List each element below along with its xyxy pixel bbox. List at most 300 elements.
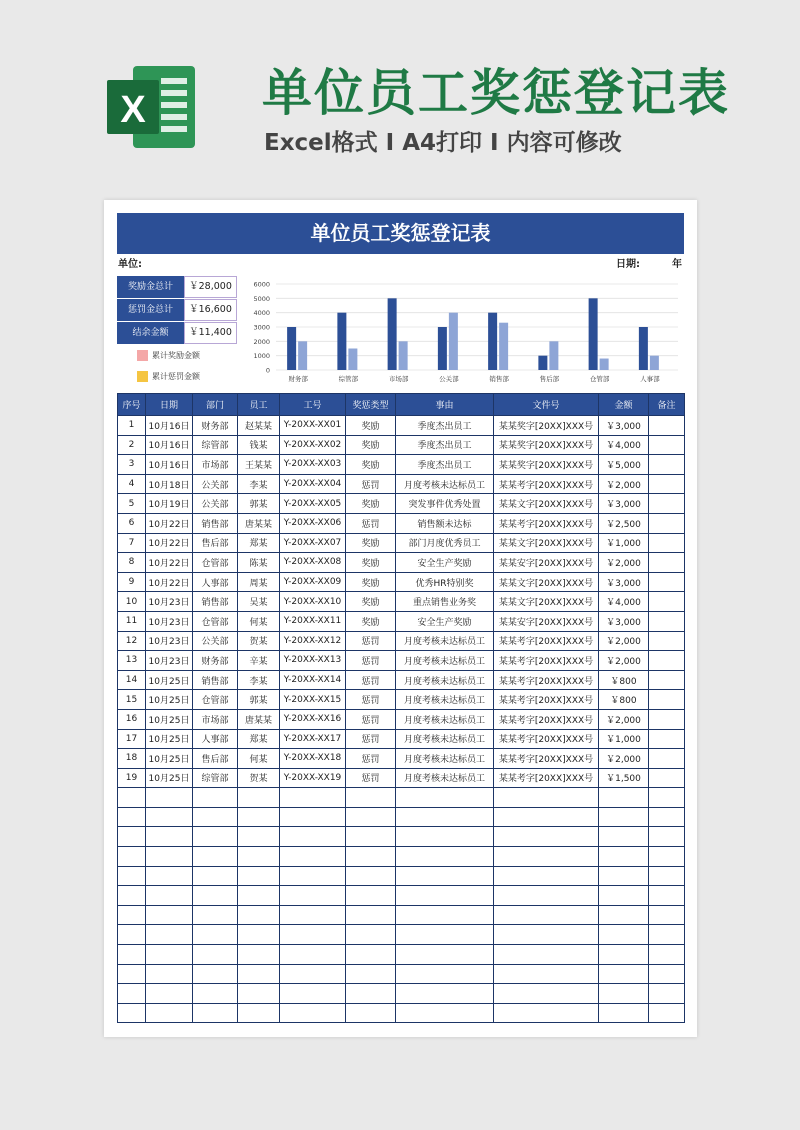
- cell-type[interactable]: 惩罚: [346, 651, 396, 671]
- cell-remarks[interactable]: [649, 513, 685, 533]
- cell-employee-id[interactable]: Y-20XX-XX06: [280, 513, 346, 533]
- empty-cell[interactable]: [649, 964, 685, 984]
- cell-department[interactable]: 销售部: [193, 513, 238, 533]
- cell-amount[interactable]: ￥5,000: [599, 455, 649, 475]
- empty-cell[interactable]: [280, 886, 346, 906]
- cell-amount[interactable]: ￥2,000: [599, 709, 649, 729]
- empty-cell[interactable]: [118, 964, 146, 984]
- empty-cell[interactable]: [118, 866, 146, 886]
- empty-cell[interactable]: [649, 788, 685, 808]
- cell-index[interactable]: 16: [118, 709, 146, 729]
- cell-reason[interactable]: 月度考核未达标员工: [396, 749, 494, 769]
- empty-cell[interactable]: [494, 1003, 599, 1023]
- empty-cell[interactable]: [396, 964, 494, 984]
- cell-amount[interactable]: ￥2,000: [599, 631, 649, 651]
- empty-cell[interactable]: [280, 984, 346, 1004]
- cell-remarks[interactable]: [649, 631, 685, 651]
- cell-document-no[interactable]: 某某文字[20XX]XXX号: [494, 572, 599, 592]
- cell-department[interactable]: 公关部: [193, 474, 238, 494]
- empty-cell[interactable]: [599, 925, 649, 945]
- cell-amount[interactable]: ￥1,000: [599, 729, 649, 749]
- cell-type[interactable]: 惩罚: [346, 709, 396, 729]
- cell-employee[interactable]: 吴某: [238, 592, 280, 612]
- cell-employee[interactable]: 赵某某: [238, 416, 280, 436]
- cell-date[interactable]: 10月23日: [146, 611, 193, 631]
- cell-document-no[interactable]: 某某考字[20XX]XXX号: [494, 749, 599, 769]
- empty-cell[interactable]: [396, 945, 494, 965]
- cell-employee[interactable]: 贺某: [238, 768, 280, 788]
- cell-amount[interactable]: ￥800: [599, 690, 649, 710]
- cell-index[interactable]: 14: [118, 670, 146, 690]
- cell-reason[interactable]: 季度杰出员工: [396, 416, 494, 436]
- cell-type[interactable]: 奖励: [346, 553, 396, 573]
- cell-employee[interactable]: 唐某某: [238, 513, 280, 533]
- empty-cell[interactable]: [193, 925, 238, 945]
- cell-reason[interactable]: 销售额未达标: [396, 513, 494, 533]
- cell-remarks[interactable]: [649, 611, 685, 631]
- cell-document-no[interactable]: 某某奖字[20XX]XXX号: [494, 435, 599, 455]
- empty-cell[interactable]: [193, 886, 238, 906]
- cell-index[interactable]: 12: [118, 631, 146, 651]
- empty-cell[interactable]: [494, 925, 599, 945]
- empty-cell[interactable]: [494, 827, 599, 847]
- empty-cell[interactable]: [396, 788, 494, 808]
- empty-cell[interactable]: [146, 788, 193, 808]
- cell-employee[interactable]: 郭某: [238, 494, 280, 514]
- cell-employee[interactable]: 何某: [238, 749, 280, 769]
- cell-type[interactable]: 惩罚: [346, 729, 396, 749]
- cell-department[interactable]: 市场部: [193, 709, 238, 729]
- cell-document-no[interactable]: 某某安字[20XX]XXX号: [494, 553, 599, 573]
- cell-document-no[interactable]: 某某考字[20XX]XXX号: [494, 690, 599, 710]
- empty-cell[interactable]: [396, 827, 494, 847]
- cell-date[interactable]: 10月25日: [146, 749, 193, 769]
- empty-cell[interactable]: [238, 984, 280, 1004]
- cell-employee-id[interactable]: Y-20XX-XX12: [280, 631, 346, 651]
- cell-date[interactable]: 10月25日: [146, 709, 193, 729]
- empty-cell[interactable]: [494, 788, 599, 808]
- empty-cell[interactable]: [238, 905, 280, 925]
- empty-cell[interactable]: [118, 905, 146, 925]
- empty-cell[interactable]: [649, 827, 685, 847]
- cell-date[interactable]: 10月25日: [146, 729, 193, 749]
- cell-document-no[interactable]: 某某考字[20XX]XXX号: [494, 670, 599, 690]
- cell-employee-id[interactable]: Y-20XX-XX07: [280, 533, 346, 553]
- empty-cell[interactable]: [599, 807, 649, 827]
- cell-reason[interactable]: 季度杰出员工: [396, 455, 494, 475]
- cell-type[interactable]: 惩罚: [346, 690, 396, 710]
- cell-reason[interactable]: 突发事件优秀处置: [396, 494, 494, 514]
- cell-employee-id[interactable]: Y-20XX-XX18: [280, 749, 346, 769]
- cell-document-no[interactable]: 某某考字[20XX]XXX号: [494, 651, 599, 671]
- empty-cell[interactable]: [118, 847, 146, 867]
- empty-cell[interactable]: [599, 827, 649, 847]
- empty-cell[interactable]: [649, 905, 685, 925]
- empty-cell[interactable]: [146, 984, 193, 1004]
- cell-remarks[interactable]: [649, 729, 685, 749]
- empty-cell[interactable]: [238, 964, 280, 984]
- empty-cell[interactable]: [146, 905, 193, 925]
- cell-employee-id[interactable]: Y-20XX-XX17: [280, 729, 346, 749]
- cell-employee[interactable]: 郑某: [238, 729, 280, 749]
- cell-reason[interactable]: 月度考核未达标员工: [396, 474, 494, 494]
- empty-cell[interactable]: [649, 1003, 685, 1023]
- empty-cell[interactable]: [118, 807, 146, 827]
- empty-cell[interactable]: [238, 807, 280, 827]
- cell-index[interactable]: 11: [118, 611, 146, 631]
- empty-cell[interactable]: [238, 847, 280, 867]
- cell-date[interactable]: 10月25日: [146, 670, 193, 690]
- cell-index[interactable]: 13: [118, 651, 146, 671]
- cell-employee-id[interactable]: Y-20XX-XX01: [280, 416, 346, 436]
- cell-reason[interactable]: 月度考核未达标员工: [396, 768, 494, 788]
- cell-type[interactable]: 奖励: [346, 572, 396, 592]
- cell-document-no[interactable]: 某某考字[20XX]XXX号: [494, 513, 599, 533]
- cell-employee[interactable]: 郭某: [238, 690, 280, 710]
- empty-cell[interactable]: [649, 925, 685, 945]
- cell-employee-id[interactable]: Y-20XX-XX13: [280, 651, 346, 671]
- cell-type[interactable]: 奖励: [346, 435, 396, 455]
- empty-cell[interactable]: [280, 964, 346, 984]
- cell-employee-id[interactable]: Y-20XX-XX02: [280, 435, 346, 455]
- empty-cell[interactable]: [280, 945, 346, 965]
- cell-department[interactable]: 公关部: [193, 494, 238, 514]
- cell-index[interactable]: 18: [118, 749, 146, 769]
- cell-date[interactable]: 10月16日: [146, 416, 193, 436]
- empty-cell[interactable]: [193, 984, 238, 1004]
- empty-cell[interactable]: [599, 866, 649, 886]
- empty-cell[interactable]: [238, 788, 280, 808]
- empty-cell[interactable]: [280, 1003, 346, 1023]
- empty-cell[interactable]: [346, 1003, 396, 1023]
- empty-cell[interactable]: [146, 847, 193, 867]
- empty-cell[interactable]: [238, 886, 280, 906]
- cell-department[interactable]: 综管部: [193, 435, 238, 455]
- empty-cell[interactable]: [346, 788, 396, 808]
- cell-date[interactable]: 10月22日: [146, 513, 193, 533]
- cell-type[interactable]: 奖励: [346, 416, 396, 436]
- empty-cell[interactable]: [396, 847, 494, 867]
- cell-department[interactable]: 售后部: [193, 533, 238, 553]
- cell-amount[interactable]: ￥2,000: [599, 651, 649, 671]
- cell-employee[interactable]: 贺某: [238, 631, 280, 651]
- empty-cell[interactable]: [346, 945, 396, 965]
- empty-cell[interactable]: [146, 1003, 193, 1023]
- cell-type[interactable]: 奖励: [346, 494, 396, 514]
- empty-cell[interactable]: [649, 945, 685, 965]
- cell-employee[interactable]: 李某: [238, 474, 280, 494]
- cell-document-no[interactable]: 某某文字[20XX]XXX号: [494, 494, 599, 514]
- empty-cell[interactable]: [346, 807, 396, 827]
- cell-amount[interactable]: ￥1,000: [599, 533, 649, 553]
- empty-cell[interactable]: [238, 945, 280, 965]
- cell-remarks[interactable]: [649, 670, 685, 690]
- empty-cell[interactable]: [599, 1003, 649, 1023]
- cell-amount[interactable]: ￥3,000: [599, 611, 649, 631]
- cell-remarks[interactable]: [649, 768, 685, 788]
- cell-remarks[interactable]: [649, 749, 685, 769]
- cell-employee-id[interactable]: Y-20XX-XX05: [280, 494, 346, 514]
- cell-department[interactable]: 财务部: [193, 416, 238, 436]
- empty-cell[interactable]: [118, 984, 146, 1004]
- empty-cell[interactable]: [599, 945, 649, 965]
- cell-reason[interactable]: 安全生产奖励: [396, 553, 494, 573]
- cell-remarks[interactable]: [649, 572, 685, 592]
- cell-amount[interactable]: ￥4,000: [599, 435, 649, 455]
- empty-cell[interactable]: [146, 886, 193, 906]
- cell-date[interactable]: 10月23日: [146, 592, 193, 612]
- cell-document-no[interactable]: 某某奖字[20XX]XXX号: [494, 455, 599, 475]
- empty-cell[interactable]: [346, 964, 396, 984]
- cell-department[interactable]: 财务部: [193, 651, 238, 671]
- cell-employee[interactable]: 周某: [238, 572, 280, 592]
- cell-employee[interactable]: 陈某: [238, 553, 280, 573]
- empty-cell[interactable]: [396, 886, 494, 906]
- empty-cell[interactable]: [599, 984, 649, 1004]
- empty-cell[interactable]: [346, 886, 396, 906]
- empty-cell[interactable]: [193, 964, 238, 984]
- cell-index[interactable]: 8: [118, 553, 146, 573]
- empty-cell[interactable]: [396, 807, 494, 827]
- cell-remarks[interactable]: [649, 709, 685, 729]
- empty-cell[interactable]: [146, 807, 193, 827]
- cell-type[interactable]: 惩罚: [346, 768, 396, 788]
- empty-cell[interactable]: [396, 905, 494, 925]
- empty-cell[interactable]: [280, 905, 346, 925]
- empty-cell[interactable]: [396, 984, 494, 1004]
- cell-reason[interactable]: 月度考核未达标员工: [396, 729, 494, 749]
- cell-employee[interactable]: 辛某: [238, 651, 280, 671]
- cell-reason[interactable]: 月度考核未达标员工: [396, 651, 494, 671]
- empty-cell[interactable]: [193, 788, 238, 808]
- cell-employee[interactable]: 何某: [238, 611, 280, 631]
- cell-index[interactable]: 7: [118, 533, 146, 553]
- cell-type[interactable]: 惩罚: [346, 631, 396, 651]
- cell-amount[interactable]: ￥1,500: [599, 768, 649, 788]
- empty-cell[interactable]: [649, 866, 685, 886]
- empty-cell[interactable]: [346, 905, 396, 925]
- empty-cell[interactable]: [146, 866, 193, 886]
- empty-cell[interactable]: [280, 925, 346, 945]
- cell-index[interactable]: 19: [118, 768, 146, 788]
- empty-cell[interactable]: [193, 827, 238, 847]
- cell-department[interactable]: 人事部: [193, 729, 238, 749]
- empty-cell[interactable]: [146, 925, 193, 945]
- cell-department[interactable]: 销售部: [193, 592, 238, 612]
- empty-cell[interactable]: [193, 1003, 238, 1023]
- cell-index[interactable]: 4: [118, 474, 146, 494]
- cell-employee-id[interactable]: Y-20XX-XX14: [280, 670, 346, 690]
- cell-document-no[interactable]: 某某文字[20XX]XXX号: [494, 592, 599, 612]
- empty-cell[interactable]: [494, 886, 599, 906]
- cell-department[interactable]: 仓管部: [193, 611, 238, 631]
- cell-index[interactable]: 17: [118, 729, 146, 749]
- empty-cell[interactable]: [193, 945, 238, 965]
- cell-reason[interactable]: 优秀HR特别奖: [396, 572, 494, 592]
- cell-employee[interactable]: 郑某: [238, 533, 280, 553]
- empty-cell[interactable]: [193, 807, 238, 827]
- empty-cell[interactable]: [238, 866, 280, 886]
- cell-type[interactable]: 惩罚: [346, 474, 396, 494]
- cell-employee-id[interactable]: Y-20XX-XX11: [280, 611, 346, 631]
- cell-employee-id[interactable]: Y-20XX-XX19: [280, 768, 346, 788]
- empty-cell[interactable]: [649, 984, 685, 1004]
- cell-date[interactable]: 10月25日: [146, 768, 193, 788]
- empty-cell[interactable]: [649, 847, 685, 867]
- cell-employee-id[interactable]: Y-20XX-XX16: [280, 709, 346, 729]
- cell-document-no[interactable]: 某某考字[20XX]XXX号: [494, 729, 599, 749]
- empty-cell[interactable]: [118, 886, 146, 906]
- cell-department[interactable]: 公关部: [193, 631, 238, 651]
- cell-amount[interactable]: ￥800: [599, 670, 649, 690]
- cell-remarks[interactable]: [649, 553, 685, 573]
- empty-cell[interactable]: [396, 925, 494, 945]
- cell-date[interactable]: 10月19日: [146, 494, 193, 514]
- cell-date[interactable]: 10月16日: [146, 435, 193, 455]
- cell-date[interactable]: 10月25日: [146, 690, 193, 710]
- cell-employee[interactable]: 李某: [238, 670, 280, 690]
- empty-cell[interactable]: [146, 964, 193, 984]
- empty-cell[interactable]: [238, 1003, 280, 1023]
- cell-index[interactable]: 2: [118, 435, 146, 455]
- empty-cell[interactable]: [193, 847, 238, 867]
- cell-employee-id[interactable]: Y-20XX-XX15: [280, 690, 346, 710]
- cell-document-no[interactable]: 某某安字[20XX]XXX号: [494, 611, 599, 631]
- cell-remarks[interactable]: [649, 494, 685, 514]
- cell-type[interactable]: 惩罚: [346, 670, 396, 690]
- cell-index[interactable]: 10: [118, 592, 146, 612]
- empty-cell[interactable]: [346, 847, 396, 867]
- cell-employee[interactable]: 王某某: [238, 455, 280, 475]
- empty-cell[interactable]: [346, 984, 396, 1004]
- empty-cell[interactable]: [118, 925, 146, 945]
- empty-cell[interactable]: [599, 847, 649, 867]
- empty-cell[interactable]: [494, 905, 599, 925]
- empty-cell[interactable]: [649, 886, 685, 906]
- empty-cell[interactable]: [494, 847, 599, 867]
- empty-cell[interactable]: [494, 866, 599, 886]
- cell-amount[interactable]: ￥2,500: [599, 513, 649, 533]
- cell-amount[interactable]: ￥3,000: [599, 494, 649, 514]
- cell-employee-id[interactable]: Y-20XX-XX09: [280, 572, 346, 592]
- cell-index[interactable]: 15: [118, 690, 146, 710]
- empty-cell[interactable]: [193, 866, 238, 886]
- empty-cell[interactable]: [346, 827, 396, 847]
- empty-cell[interactable]: [346, 925, 396, 945]
- cell-remarks[interactable]: [649, 474, 685, 494]
- cell-reason[interactable]: 季度杰出员工: [396, 435, 494, 455]
- cell-index[interactable]: 5: [118, 494, 146, 514]
- cell-amount[interactable]: ￥2,000: [599, 749, 649, 769]
- empty-cell[interactable]: [118, 1003, 146, 1023]
- cell-type[interactable]: 奖励: [346, 592, 396, 612]
- cell-remarks[interactable]: [649, 416, 685, 436]
- cell-reason[interactable]: 月度考核未达标员工: [396, 670, 494, 690]
- cell-amount[interactable]: ￥3,000: [599, 572, 649, 592]
- cell-index[interactable]: 1: [118, 416, 146, 436]
- cell-amount[interactable]: ￥4,000: [599, 592, 649, 612]
- cell-department[interactable]: 综管部: [193, 768, 238, 788]
- cell-reason[interactable]: 月度考核未达标员工: [396, 631, 494, 651]
- cell-department[interactable]: 仓管部: [193, 553, 238, 573]
- cell-department[interactable]: 仓管部: [193, 690, 238, 710]
- cell-date[interactable]: 10月22日: [146, 533, 193, 553]
- cell-reason[interactable]: 安全生产奖励: [396, 611, 494, 631]
- empty-cell[interactable]: [146, 945, 193, 965]
- cell-type[interactable]: 惩罚: [346, 749, 396, 769]
- cell-amount[interactable]: ￥2,000: [599, 553, 649, 573]
- empty-cell[interactable]: [599, 886, 649, 906]
- empty-cell[interactable]: [193, 905, 238, 925]
- cell-employee-id[interactable]: Y-20XX-XX08: [280, 553, 346, 573]
- cell-index[interactable]: 9: [118, 572, 146, 592]
- cell-document-no[interactable]: 某某考字[20XX]XXX号: [494, 768, 599, 788]
- empty-cell[interactable]: [280, 847, 346, 867]
- empty-cell[interactable]: [494, 964, 599, 984]
- empty-cell[interactable]: [118, 788, 146, 808]
- cell-remarks[interactable]: [649, 435, 685, 455]
- cell-remarks[interactable]: [649, 455, 685, 475]
- cell-employee-id[interactable]: Y-20XX-XX03: [280, 455, 346, 475]
- cell-remarks[interactable]: [649, 592, 685, 612]
- cell-reason[interactable]: 部门月度优秀员工: [396, 533, 494, 553]
- empty-cell[interactable]: [494, 945, 599, 965]
- cell-remarks[interactable]: [649, 533, 685, 553]
- empty-cell[interactable]: [599, 964, 649, 984]
- cell-document-no[interactable]: 某某考字[20XX]XXX号: [494, 474, 599, 494]
- cell-document-no[interactable]: 某某文字[20XX]XXX号: [494, 533, 599, 553]
- empty-cell[interactable]: [238, 827, 280, 847]
- cell-employee[interactable]: 唐某某: [238, 709, 280, 729]
- cell-date[interactable]: 10月22日: [146, 572, 193, 592]
- cell-type[interactable]: 惩罚: [346, 513, 396, 533]
- empty-cell[interactable]: [280, 827, 346, 847]
- empty-cell[interactable]: [146, 827, 193, 847]
- empty-cell[interactable]: [599, 905, 649, 925]
- cell-remarks[interactable]: [649, 690, 685, 710]
- empty-cell[interactable]: [649, 807, 685, 827]
- empty-cell[interactable]: [494, 984, 599, 1004]
- cell-type[interactable]: 奖励: [346, 533, 396, 553]
- cell-employee-id[interactable]: Y-20XX-XX04: [280, 474, 346, 494]
- empty-cell[interactable]: [280, 866, 346, 886]
- empty-cell[interactable]: [346, 866, 396, 886]
- empty-cell[interactable]: [494, 807, 599, 827]
- cell-reason[interactable]: 重点销售业务奖: [396, 592, 494, 612]
- cell-date[interactable]: 10月16日: [146, 455, 193, 475]
- cell-index[interactable]: 3: [118, 455, 146, 475]
- cell-department[interactable]: 人事部: [193, 572, 238, 592]
- empty-cell[interactable]: [118, 945, 146, 965]
- cell-type[interactable]: 奖励: [346, 611, 396, 631]
- cell-index[interactable]: 6: [118, 513, 146, 533]
- empty-cell[interactable]: [396, 1003, 494, 1023]
- cell-department[interactable]: 销售部: [193, 670, 238, 690]
- empty-cell[interactable]: [118, 827, 146, 847]
- empty-cell[interactable]: [599, 788, 649, 808]
- cell-employee[interactable]: 钱某: [238, 435, 280, 455]
- empty-cell[interactable]: [396, 866, 494, 886]
- empty-cell[interactable]: [280, 788, 346, 808]
- cell-department[interactable]: 售后部: [193, 749, 238, 769]
- cell-date[interactable]: 10月18日: [146, 474, 193, 494]
- cell-reason[interactable]: 月度考核未达标员工: [396, 690, 494, 710]
- empty-cell[interactable]: [238, 925, 280, 945]
- cell-document-no[interactable]: 某某考字[20XX]XXX号: [494, 709, 599, 729]
- cell-type[interactable]: 奖励: [346, 455, 396, 475]
- empty-cell[interactable]: [280, 807, 346, 827]
- cell-date[interactable]: 10月23日: [146, 651, 193, 671]
